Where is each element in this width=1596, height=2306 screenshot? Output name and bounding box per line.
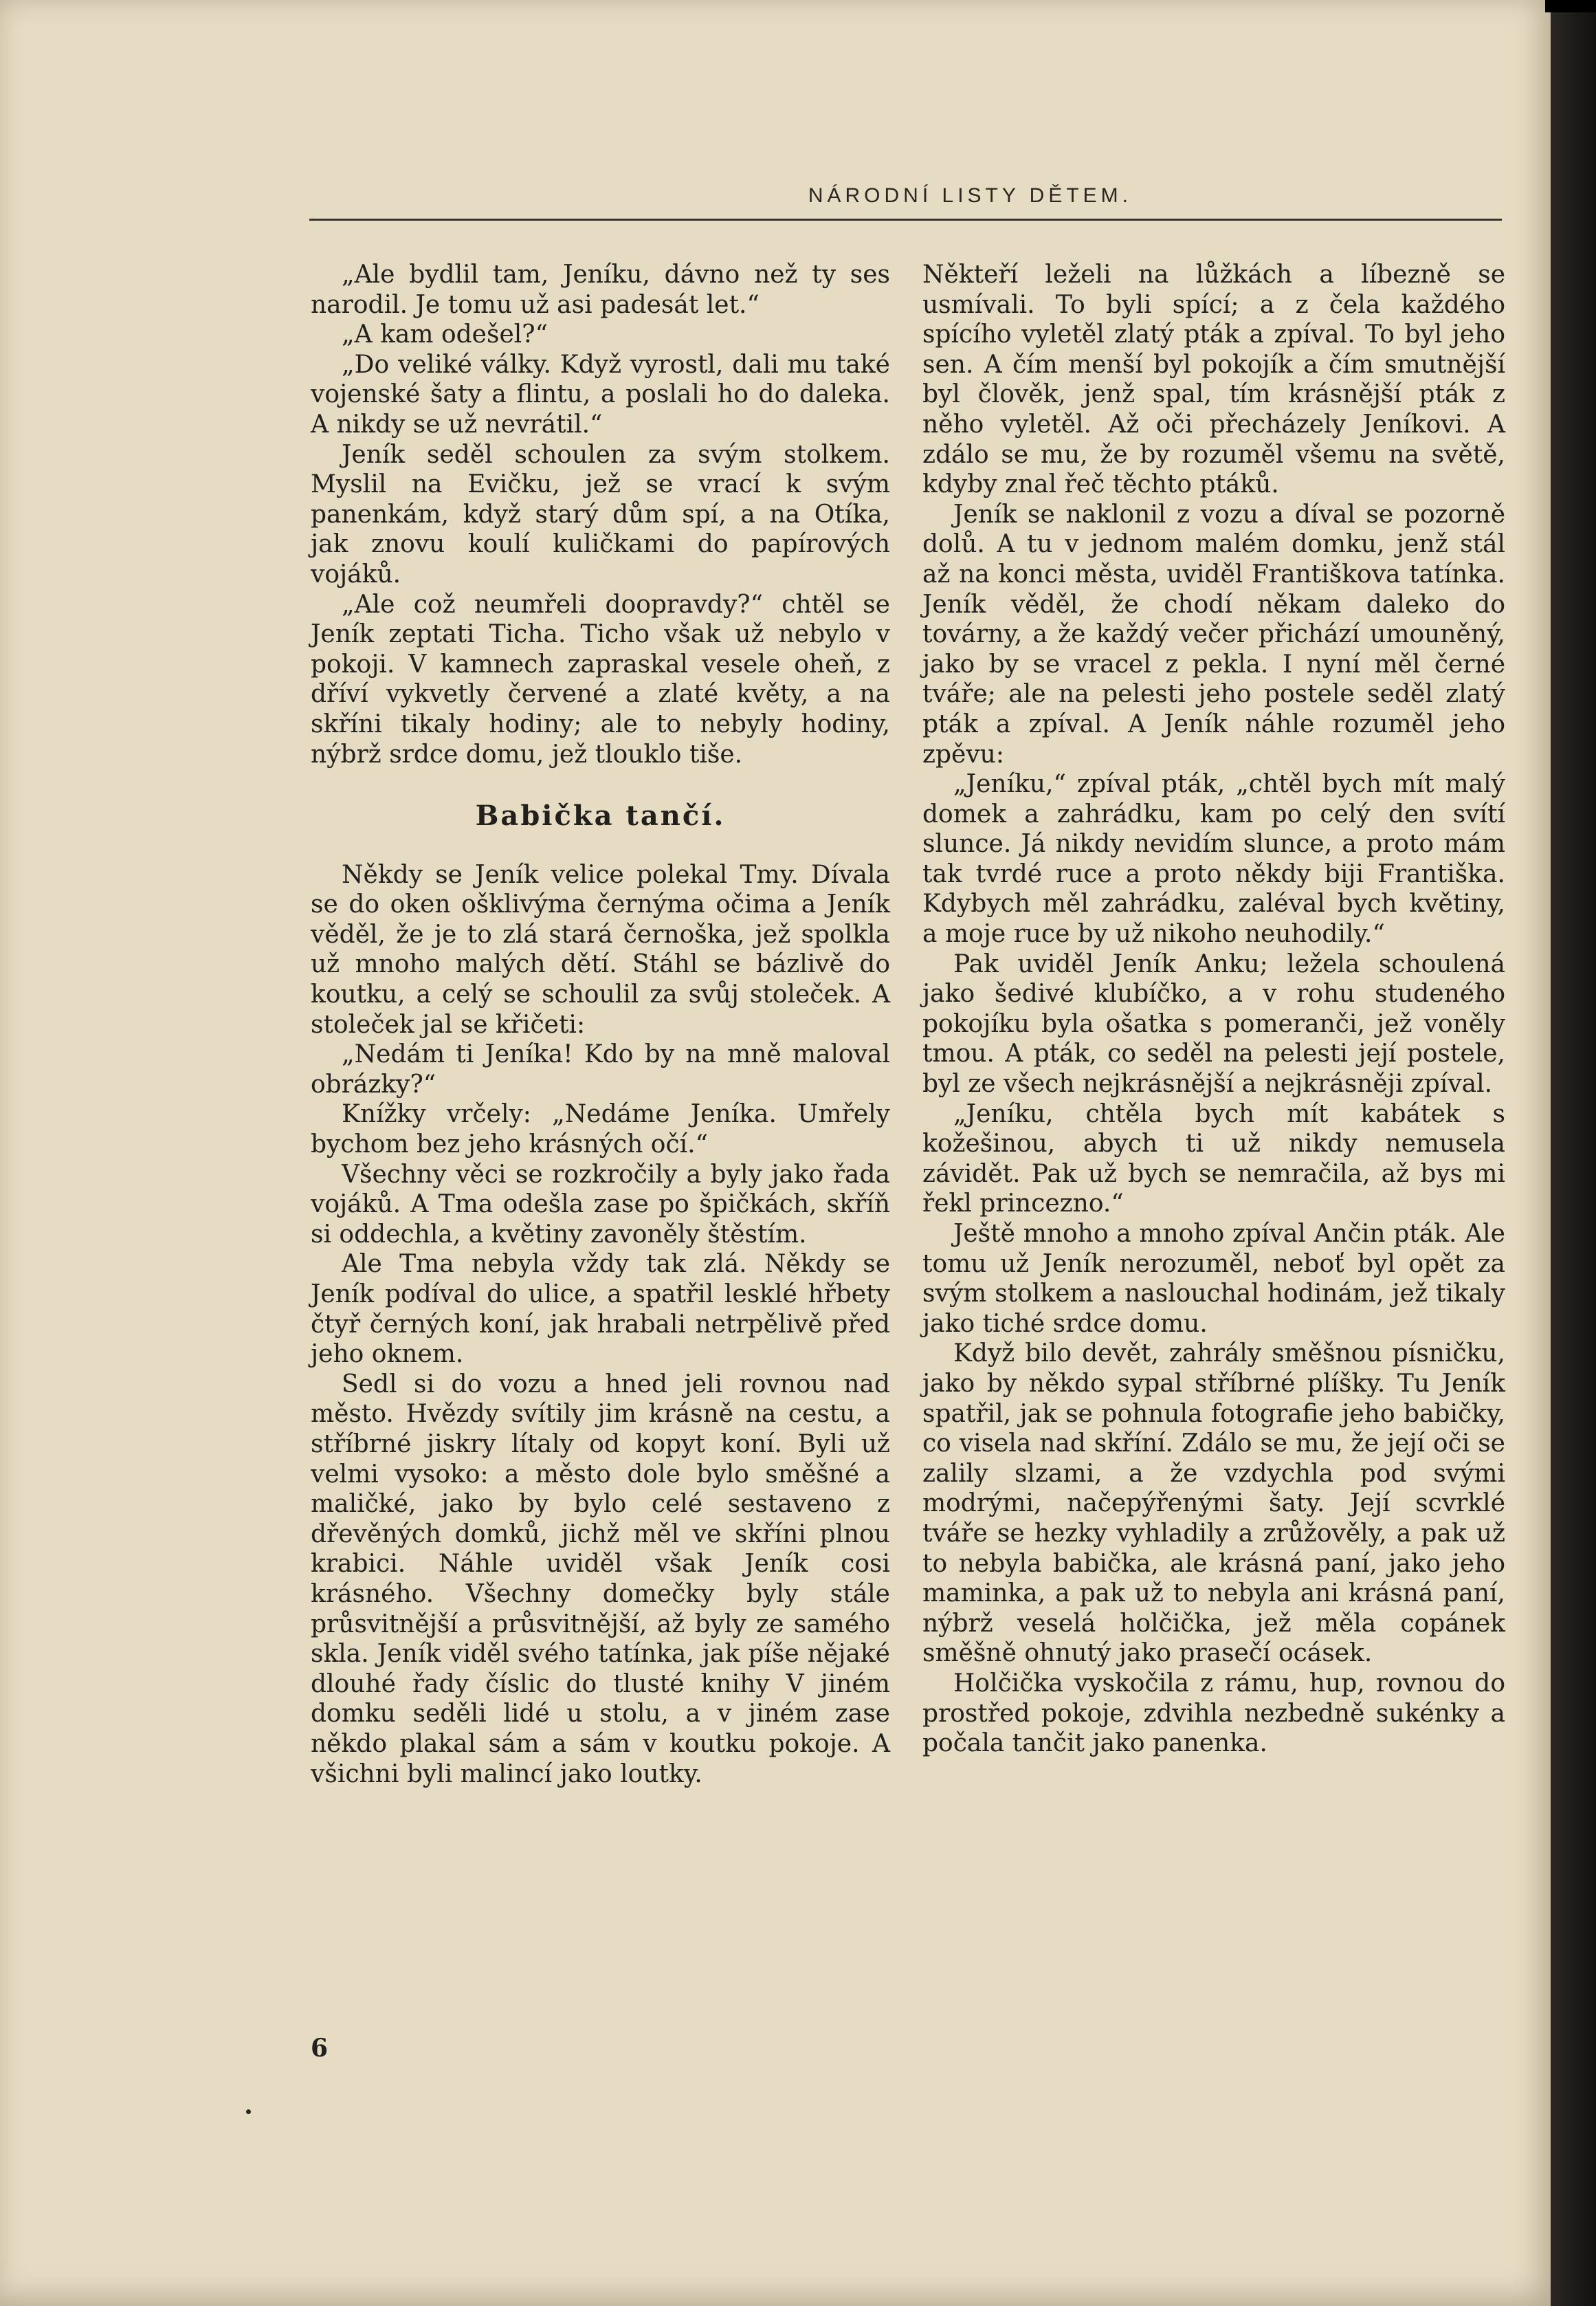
paragraph: „A kam odešel?“ [342,320,548,349]
right-column [922,260,1505,1759]
scan-corner [1545,0,1596,12]
paragraph: „Ale což neumřeli doopravdy?“ chtěl se Jeník zeptati Ticha. Ticho však už nebylo v pokoji. V kamnech zapraskal vesele oheň, z dříví vykvetly červené a zlaté květy, a na skříni tikaly hodiny; ale to nebyly hodiny, nýbrž srdce domu, jež tlouklo tiše. [311,590,890,769]
paragraph: „Do veliké války. Když vyrostl, dali mu také vojenské šaty a flintu, a poslali ho do daleka. A nikdy se už nevrátil.“ [311,350,890,439]
paragraph: „Nedám ti Jeníka! Kdo by na mně maloval obrázky?“ [311,1040,890,1099]
paragraph: Ještě mnoho a mnoho zpíval Ančin pták. Ale tomu už Jeník nerozuměl, neboť byl opět za svým stolkem a naslouchal hodinám, jež tikaly jako tiché srdce domu. [922,1220,1505,1338]
paragraph: Sedl si do vozu a hned jeli rovnou nad město. Hvězdy svítily jim krásně na cestu, a stříbrné jiskry lítaly od kopyt koní. Byli už velmi vysoko: a město dole bylo směšné a maličké, jako by bylo celé sestaveno z dřevěných domků, jichž měl ve skříni plnou krabici. Náhle uviděl však Jeník cosi krásného. Všechny domečky byly stále průsvitnější a průsvitnější, až byly ze samého skla. Jeník viděl svého tatínka, jak píše nějaké dlouhé řady číslic do tlusté knihy V jiném domku seděli lidé u stolu, a v jiném zase někdo plakal sám a sám v koutku pokoje. A všichni byli malincí jako loutky. [311,1370,890,1788]
left-column [311,260,890,1789]
paragraph: Knížky vrčely: „Nedáme Jeníka. Umřely bychom bez jeho krásných očí.“ [311,1100,890,1159]
paragraph: „Ale bydlil tam, Jeníku, dávno než ty ses narodil. Je tomu už asi padesát let.“ [311,261,890,319]
running-header [309,184,1502,208]
header-rule [309,219,1502,221]
paragraph: Někteří leželi na lůžkách a líbezně se usmívali. To byli spící; a z čela každého spícího vyletěl zlatý pták a zpíval. To byl jeho sen. A čím menší byl pokojík a čím smutnější byl člověk, jenž spal, tím krásnější pták z něho vyletěl. Až oči přecházely Jeníkovi. A zdálo se mu, že by rozuměl všemu na světě, kdyby znal řeč těchto ptáků. [922,261,1505,499]
paragraph: Ale Tma nebyla vždy tak zlá. Někdy se Jeník podíval do ulice, a spatřil lesklé hřbety čtyř černých koní, jak hrabali netrpělivě před jeho oknem. [311,1250,890,1369]
paragraph: Jeník seděl schoulen za svým stolkem. Myslil na Evičku, jež se vrací k svým panenkám, když starý dům spí, a na Otíka, jak znovu koulí kuličkami do papírových vojáků. [311,440,890,589]
section-heading: Babička tančí. [475,800,726,833]
paragraph: Někdy se Jeník velice polekal Tmy. Dívala se do oken ošklivýma černýma očima a Jeník věděl, že je to zlá stará černoška, jež spolkla už mnoho malých dětí. Stáhl se bázlivě do koutku, a celý se schoulil za svůj stoleček. A stoleček jal se křičeti: [311,860,890,1039]
paragraph: Holčička vyskočila z rámu, hup, rovnou do prostřed pokoje, zdvihla nezbedně sukénky a počala tančit jako panenka. [922,1669,1505,1758]
scan-edge [1551,0,1596,2306]
paragraph: Jeník se naklonil z vozu a díval se pozorně dolů. A tu v jednom malém domku, jenž stál až na konci města, uviděl Františkova tatínka. Jeník věděl, že chodí někam daleko do továrny, a že každý večer přichází umouněný, jako by se vracel z pekla. I nyní měl černé tváře; ale na pelesti jeho postele seděl zlatý pták a zpíval. A Jeník náhle rozuměl jeho zpěvu: [922,500,1505,769]
paragraph: Pak uviděl Jeník Anku; ležela schoulená jako šedivé klubíčko, a v rohu studeného pokojíku byla ošatka s pomeranči, jež voněly tmou. A pták, co seděl na pelesti její postele, byl ze všech nejkrásnější a nejkrásněji zpíval. [922,949,1505,1099]
header-title: NÁRODNÍ LISTY DĚTEM. [808,184,1132,207]
paragraph: Všechny věci se rozkročily a byly jako řada vojáků. A Tma odešla zase po špičkách, skříň si oddechla, a květiny zavoněly štěstím. [311,1160,890,1249]
page-number: 6 [311,2034,329,2063]
paragraph: Když bilo devět, zahrály směšnou písničku, jako by někdo sypal stříbrné plíšky. Tu Jeník spatřil, jak se pohnula fotografie jeho babičky, co visela nad skříní. Zdálo se mu, že její oči se zalily slzami, a že vzdychla pod svými modrými, načepýřenými šaty. Její scvrklé tváře se hezky vyhladily a zrůžověly, a pak už to nebyla babička, ale krásná paní, jako jeho maminka, a pak už to nebyla ani krásná paní, nýbrž veselá holčička, jež měla copánek směšně ohnutý jako prasečí ocásek. [922,1339,1505,1668]
paragraph: „Jeníku,“ zpíval pták, „chtěl bych mít malý domek a zahrádku, kam po celý den svítí slunce. Já nikdy nevidím slunce, a proto mám tak tvrdé ruce a proto někdy biji Františka. Kdybych měl zahrádku, zaléval bych květiny, a moje ruce by už nikoho neuhodily.“ [922,770,1505,949]
paragraph: „Jeníku, chtěla bych mít kabátek s kožešinou, abych ti už nikdy nemusela závidět. Pak už bych se nemračila, až bys mi řekl princezno.“ [922,1099,1505,1218]
print-speck [246,2109,251,2114]
